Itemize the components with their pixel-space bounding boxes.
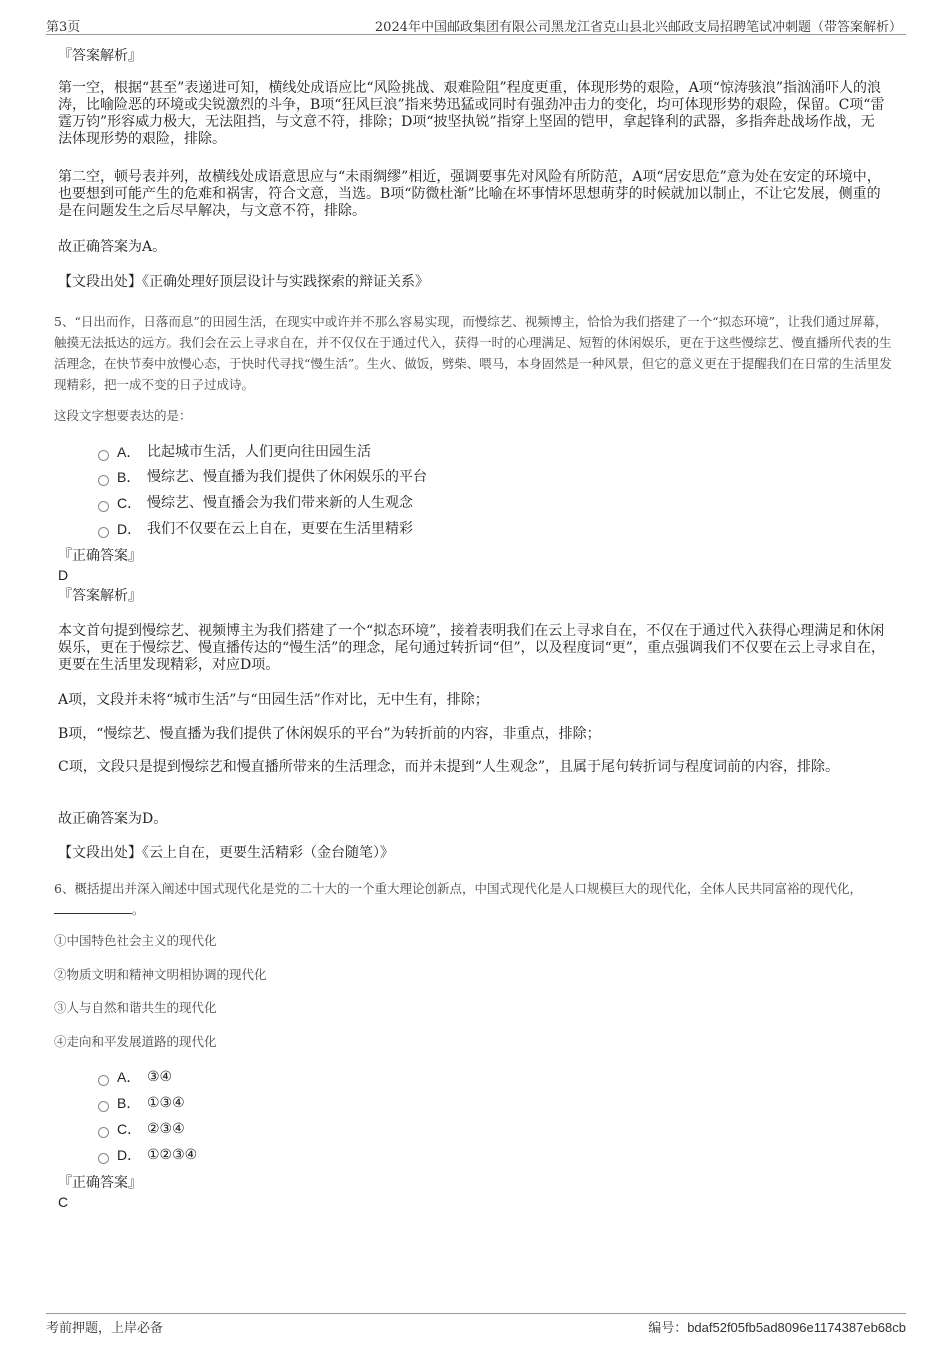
option-text: 慢综艺、慢直播会为我们带来新的人生观念 xyxy=(147,495,413,511)
option-letter: B． xyxy=(117,1095,141,1111)
q4-conclusion: 故正确答案为A。 xyxy=(58,239,167,255)
q6-stem xyxy=(54,878,896,920)
q6-item-1: ①中国特色社会主义的现代化 xyxy=(54,933,217,948)
page-header xyxy=(46,14,906,35)
option-text: ①③④ xyxy=(147,1095,185,1111)
q5-option-c[interactable] xyxy=(98,494,413,512)
q6-item-3: ③人与自然和谐共生的现代化 xyxy=(54,1000,217,1015)
radio-icon[interactable] xyxy=(98,1075,109,1086)
document-title: 2024年中国邮政集团有限公司黑龙江省克山县北兴邮政支局招聘笔试冲刺题（带答案解析） xyxy=(374,20,902,35)
option-letter: B． xyxy=(117,469,141,485)
q5-answer-label: 『正确答案』 xyxy=(58,548,142,564)
q5-source: 【文段出处】《云上自在，更要生活精彩（金台随笔）》 xyxy=(58,845,394,861)
q6-item-4: ④走向和平发展道路的现代化 xyxy=(54,1034,217,1049)
q4-analysis-para2: 第二空，顿号表并列，故横线处成语意思应与“未雨绸缪”相近，强调要事先对风险有所防范，A项“居安思危”意为处在安定的环境中，也要想到可能产生的危难和祸害，符合文意，当选。B项“防微杜渐”比喻在坏事情坏思想萌芽的时候就加以制止，不让它发展，侧重的是在问题发生之后尽早解决，与文意不符，排除。 xyxy=(58,169,881,219)
option-letter: C． xyxy=(117,495,142,511)
q5-stem: 5、“日出而作，日落而息”的田园生活，在现实中或许并不那么容易实现，而慢综艺、视频博主，恰恰为我们搭建了一个“拟态环境”，让我们通过屏幕，触摸无法抵达的远方。我们会在云上寻求自在，并不仅仅在于通过代入，获得一时的心理满足、短暂的休闲娱乐，更在于这些慢综艺、慢直播所代表的生活理念，在快节奏中放慢心态，于快时代寻找“慢生活”。生火、做饭，劈柴、喂马，本身固然是一种风景，但它的意义更在于提醒我们在日常的生活里发现精彩，把一成不变的日子过成诗。 xyxy=(54,314,892,392)
q5-option-b[interactable] xyxy=(98,468,427,486)
q6-stem-text: 6、概括提出并深入阐述中国式现代化是党的二十大的一个重大理论创新点，中国式现代化是人口规模巨大的现代化，全体人民共同富裕的现代化， xyxy=(54,881,862,896)
q6-option-c[interactable] xyxy=(98,1120,185,1138)
q5-analysis-label: 『答案解析』 xyxy=(58,588,142,604)
q5-option-a[interactable] xyxy=(98,443,371,461)
q5-conclusion: 故正确答案为D。 xyxy=(58,811,168,827)
q6-answer-label: 『正确答案』 xyxy=(58,1175,142,1191)
q6-item-2: ②物质文明和精神文明相协调的现代化 xyxy=(54,967,267,982)
q4-analysis-para1: 第一空，根据“甚至”表递进可知，横线处成语应比“风险挑战、艰难险阻”程度更重，体现形势的艰险，A项“惊涛骇浪”指汹涌吓人的浪涛，比喻险恶的环境或尖锐激烈的斗争，B项“狂风巨浪”指来势迅猛或同时有强劲冲击力的变化，均可体现形势的艰险，保留。C项“雷霆万钧”形容威力极大，无法阻挡，与文意不符，排除；D项“披坚执锐”指穿上坚固的铠甲，拿起锋利的武器，多指奔赴战场作战，无法体现形势的艰险，排除。 xyxy=(58,80,885,147)
document-id: 编号：bdaf52f05fb5ad8096e1174387eb68cb xyxy=(648,1320,906,1335)
radio-icon[interactable] xyxy=(98,501,109,512)
option-text: ①②③④ xyxy=(147,1147,198,1163)
q5-option-d[interactable] xyxy=(98,520,413,538)
q4-source: 【文段出处】《正确处理好顶层设计与实践探索的辩证关系》 xyxy=(58,274,429,290)
option-text: 比起城市生活，人们更向往田园生活 xyxy=(147,444,371,460)
q5-answer: D xyxy=(58,567,69,583)
q5-analysis-para-c: C项，文段只是提到慢综艺和慢直播所带来的生活理念，而并未提到“人生观念”，且属于尾句转折词与程度词前的内容，排除。 xyxy=(58,759,840,775)
q5-question: 这段文字想要表达的是： xyxy=(54,408,192,423)
radio-icon[interactable] xyxy=(98,1127,109,1138)
q6-stem-end: 。 xyxy=(132,902,145,917)
q6-option-a[interactable] xyxy=(98,1068,172,1086)
footer-slogan: 考前押题，上岸必备 xyxy=(46,1321,164,1336)
page-number: 第3页 xyxy=(46,20,81,35)
q5-analysis-para-a: A项，文段并未将“城市生活”与“田园生活”作对比，无中生有，排除； xyxy=(58,692,489,708)
radio-icon[interactable] xyxy=(98,527,109,538)
radio-icon[interactable] xyxy=(98,450,109,461)
q5-analysis-para-b: B项，“慢综艺、慢直播为我们提供了休闲娱乐的平台”为转折前的内容，非重点，排除； xyxy=(58,726,601,742)
fill-blank xyxy=(54,901,132,914)
q6-option-b[interactable] xyxy=(98,1094,185,1112)
option-text: 慢综艺、慢直播为我们提供了休闲娱乐的平台 xyxy=(147,469,427,485)
option-text: ②③④ xyxy=(147,1121,185,1137)
page-footer xyxy=(46,1313,906,1336)
option-letter: D． xyxy=(117,1147,142,1163)
option-text: 我们不仅要在云上自在，更要在生活里精彩 xyxy=(147,521,413,537)
option-letter: C． xyxy=(117,1121,142,1137)
q6-option-d[interactable] xyxy=(98,1146,197,1164)
radio-icon[interactable] xyxy=(98,475,109,486)
q4-analysis-label: 『答案解析』 xyxy=(58,48,142,64)
option-text: ③④ xyxy=(147,1069,173,1085)
q6-answer: C xyxy=(58,1194,69,1210)
option-letter: A． xyxy=(117,444,141,460)
radio-icon[interactable] xyxy=(98,1101,109,1112)
option-letter: D． xyxy=(117,521,142,537)
radio-icon[interactable] xyxy=(98,1153,109,1164)
q5-analysis-para1: 本文首句提到慢综艺、视频博主为我们搭建了一个“拟态环境”，接着表明我们在云上寻求自在，不仅在于通过代入获得心理满足和休闲娱乐，更在于慢综艺、慢直播传达的“慢生活”的理念，尾句通过转折词“但”，以及程度词“更”，重点强调我们不仅要在云上寻求自在，更要在生活里发现精彩，对应D项。 xyxy=(58,623,885,673)
option-letter: A． xyxy=(117,1069,141,1085)
